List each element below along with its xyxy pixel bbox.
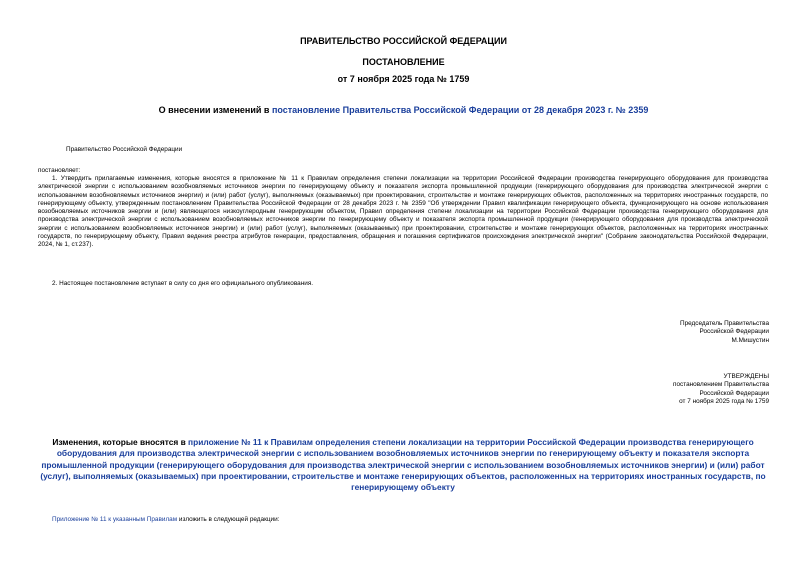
subject-link[interactable]: постановление Правительства Российской Федерации от 28 декабря 2023 г. № 2359 [271,105,649,115]
document-subject [0,105,807,115]
changes-title-prefix: Изменения, которые вносятся в [52,437,189,447]
signature-name: М.Мишустин [731,336,769,344]
signature-block [680,320,769,345]
resolves-line: постановляет: [38,167,81,174]
item-1-paragraph: 1. Утвердить прилагаемые изменения, которые вносятся в приложение № 11 к Правилам определения степени локализации на территории Российской Федерации производства генерирующего оборудования для производства электрической энергии с использованием возобновляемых источников энергии по генерирующему объекту и показателя экспорта промышленной продукции (генерирующего оборудования для производства электрической энергии с использованием возобновляемых источников энергии) и (или) работ (услуг), выполняемых (оказываемых) при проектировании, строительстве и монтаже генерирующих объектов, расположенных на территориях иностранных государств, по генерирующему объекту, утвержденным постановлением Правительства Российской Федерации от 28 декабря 2023 г. № 2359 "Об утверждении Правил квалификации генерирующего объекта, функционирующего на основе использования возобновляемых источников энергии и (или) являющегося низкоуглеродным генерирующим объектом, Правил определения степени локализации на территории Российской Федерации производства генерирующего оборудования для производства электрической энергии с использованием возобновляемых источников энергии по генерирующему объекту и показателя экспорта промышленной продукции (генерирующего оборудования для производства электрической энергии с использованием возобновляемых источников энергии) и (или) работ (услуг), выполняемых (оказываемых) при проектировании, строительстве и монтаже генерирующих объектов, расположенных на территориях иностранных государств, по генерирующему объекту, Правил ведения реестра атрибутов генерации, предоставления, обращения и погашения сертификатов происхождения электрической энергии" (Собрание законодательства Российской Федерации, 2024, № 1, ст.237). [38,175,768,249]
approved-title: УТВЕРЖДЕНЫ [723,373,769,380]
signature-org: Российской Федерации [699,328,769,336]
government-heading: ПРАВИТЕЛЬСТВО РОССИЙСКОЙ ФЕДЕРАЦИИ [300,36,507,46]
item-2-paragraph: 2. Настоящее постановление вступает в силу со дня его официального опубликования. [52,280,314,287]
government-line: Правительство Российской Федерации [66,146,183,153]
signature-position: Председатель Правительства [680,320,769,327]
approved-block [673,373,769,406]
closing-line [52,516,279,524]
document-type: ПОСТАНОВЛЕНИЕ [362,57,445,67]
changes-title [38,437,768,493]
changes-title-link[interactable]: приложение № 11 к Правилам определения степени локализации на территории Российской Федерации производства генерирующего оборудования для производства электрической энергии с использованием возобновляемых источников энергии по генерирующему объекту и показателя экспорта промышленной продукции (генерирующего оборудования для производства электрической энергии с использованием возобновляемых источников энергии) и (или) работ (услуг), выполняемых (оказываемых) при проектировании, строительстве и монтаже генерирующих объектов, расположенных на территориях иностранных государств, по генерирующему объекту [40,437,766,493]
date-number: от 7 ноября 2025 года № 1759 [337,74,470,84]
closing-rest: изложить в следующей редакции: [177,516,280,523]
approved-by: постановлением Правительства [673,381,769,389]
subject-prefix: О внесении изменений в [158,105,272,115]
approved-date: от 7 ноября 2025 года № 1759 [679,397,769,405]
closing-link[interactable]: Приложение № 11 к указанным Правилам [52,516,178,523]
approved-org: Российской Федерации [699,389,769,397]
